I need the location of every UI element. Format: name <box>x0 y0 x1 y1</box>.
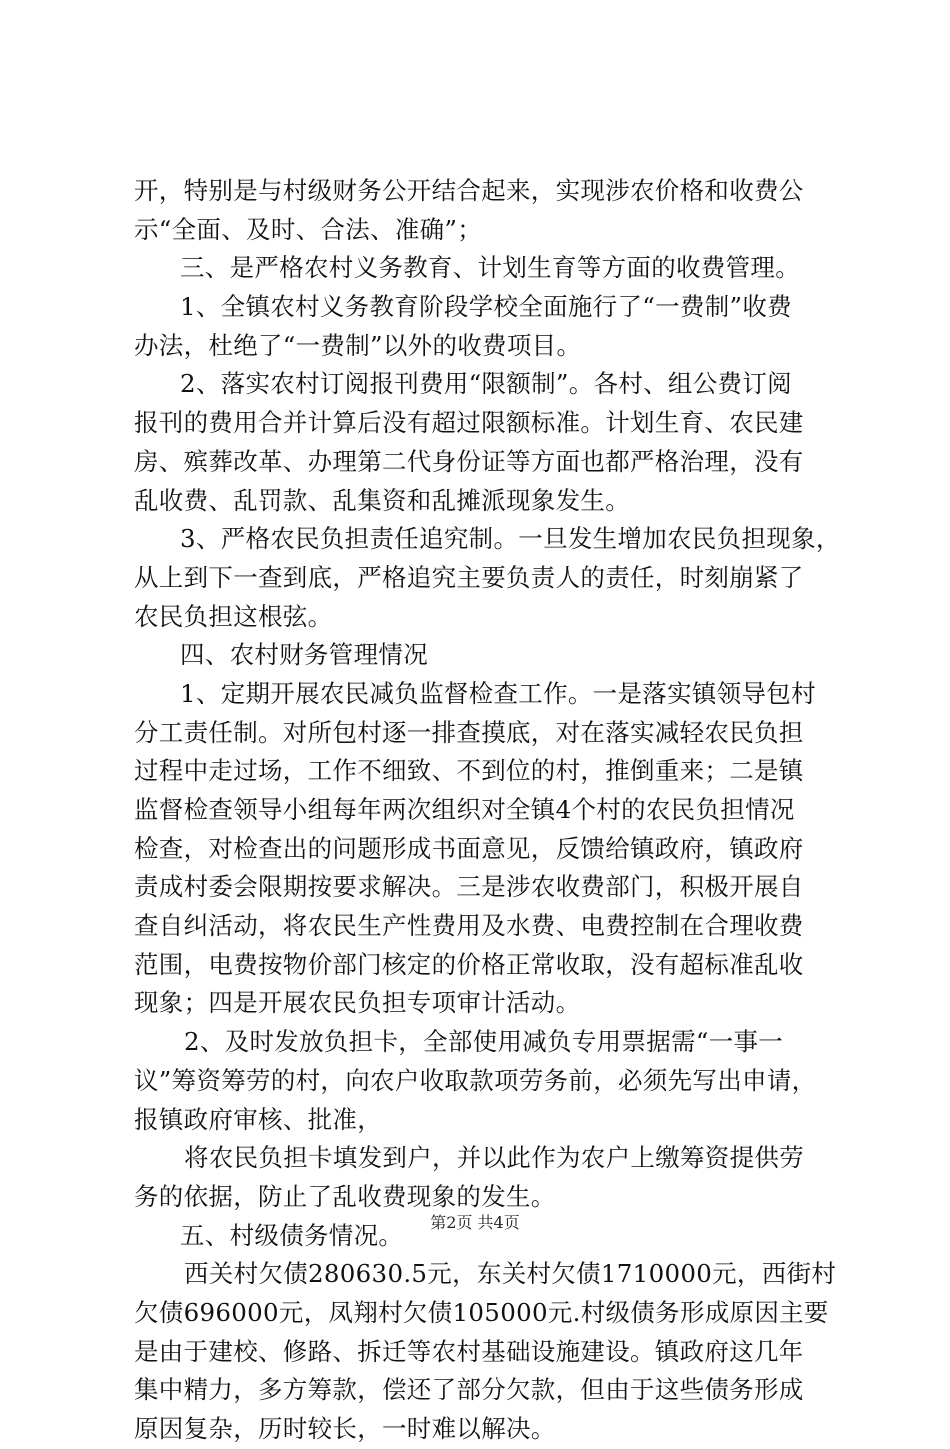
text-line: 1、定期开展农民减负监督检查工作。一是落实镇领导包村 <box>180 678 816 708</box>
text-line: 房、殡葬改革、办理第二代身份证等方面也都严格治理，没有 <box>134 446 804 476</box>
section-heading: 五、村级债务情况。 <box>180 1220 404 1250</box>
text-line: 开，特别是与村级财务公开结合起来，实现涉农价格和收费公 <box>134 176 804 205</box>
text-line: 2、落实农村订阅报刊费用“限额制”。各村、组公费订阅 <box>180 369 792 399</box>
text-line: 监督检查领导小组每年两次组织对全镇4个村的农民负担情况 <box>134 795 795 824</box>
text-line: 集中精力，多方筹款，偿还了部分欠款，但由于这些债务形成 <box>134 1375 804 1405</box>
page-footer: 第2页 共4页 <box>430 1213 520 1232</box>
text-line: 欠债696000元，凤翔村欠债105000元.村级债务形成原因主要 <box>134 1297 829 1327</box>
text-line: 原因复杂，历时较长，一时难以解决。 <box>134 1414 556 1443</box>
text-line: 农民负担这根弦。 <box>134 601 333 631</box>
text-line: 2、及时发放负担卡，全部使用减负专用票据需“一事一 <box>184 1027 784 1057</box>
text-line: 西关村欠债280630.5元，东关村欠债1710000元，西街村 <box>184 1259 837 1289</box>
text-line: 议”筹资筹劳的村，向农户收取款项劳务前，必须先写出申请， <box>134 1065 817 1095</box>
section-heading: 四、农村财务管理情况 <box>180 640 428 670</box>
text-line: 过程中走过场，工作不细致、不到位的村，推倒重来；二是镇 <box>134 756 804 786</box>
text-line: 乱收费、乱罚款、乱集资和乱摊派现象发生。 <box>134 485 630 515</box>
text-line: 是由于建校、修路、拆迁等农村基础设施建设。镇政府这几年 <box>134 1336 804 1366</box>
text-line: 办法，杜绝了“一费制”以外的收费项目。 <box>134 330 582 360</box>
text-line: 现象；四是开展农民负担专项审计活动。 <box>134 988 581 1018</box>
document-body <box>134 172 840 1449</box>
text-line: 责成村委会限期按要求解决。三是涉农收费部门，积极开展自 <box>134 872 804 902</box>
text-line: 3、严格农民负担责任追究制。一旦发生增加农民负担现象， <box>180 524 841 554</box>
text-line: 1、全镇农村义务教育阶段学校全面施行了“一费制”收费 <box>180 292 792 322</box>
text-line: 检查，对检查出的问题形成书面意见，反馈给镇政府，镇政府 <box>134 833 804 863</box>
text-line: 查自纠活动，将农民生产性费用及水费、电费控制在合理收费 <box>134 911 804 941</box>
text-line: 示“全面、及时、合法、准确”； <box>134 214 483 244</box>
text-line: 将农民负担卡填发到户，并以此作为农户上缴筹资提供劳 <box>184 1143 804 1173</box>
section-heading: 三、是严格农村义务教育、计划生育等方面的收费管理。 <box>180 253 800 283</box>
text-line: 范围，电费按物价部门核定的价格正常收取，没有超标准乱收 <box>134 949 804 979</box>
text-line: 务的依据，防止了乱收费现象的发生。 <box>134 1181 556 1211</box>
text-line: 报镇政府审核、批准， <box>134 1104 382 1134</box>
text-line: 报刊的费用合并计算后没有超过限额标准。计划生育、农民建 <box>134 408 804 438</box>
text-line: 分工责任制。对所包村逐一排查摸底，对在落实减轻农民负担 <box>134 717 804 747</box>
text-line: 从上到下一查到底，严格追究主要负责人的责任，时刻崩紧了 <box>134 562 804 592</box>
